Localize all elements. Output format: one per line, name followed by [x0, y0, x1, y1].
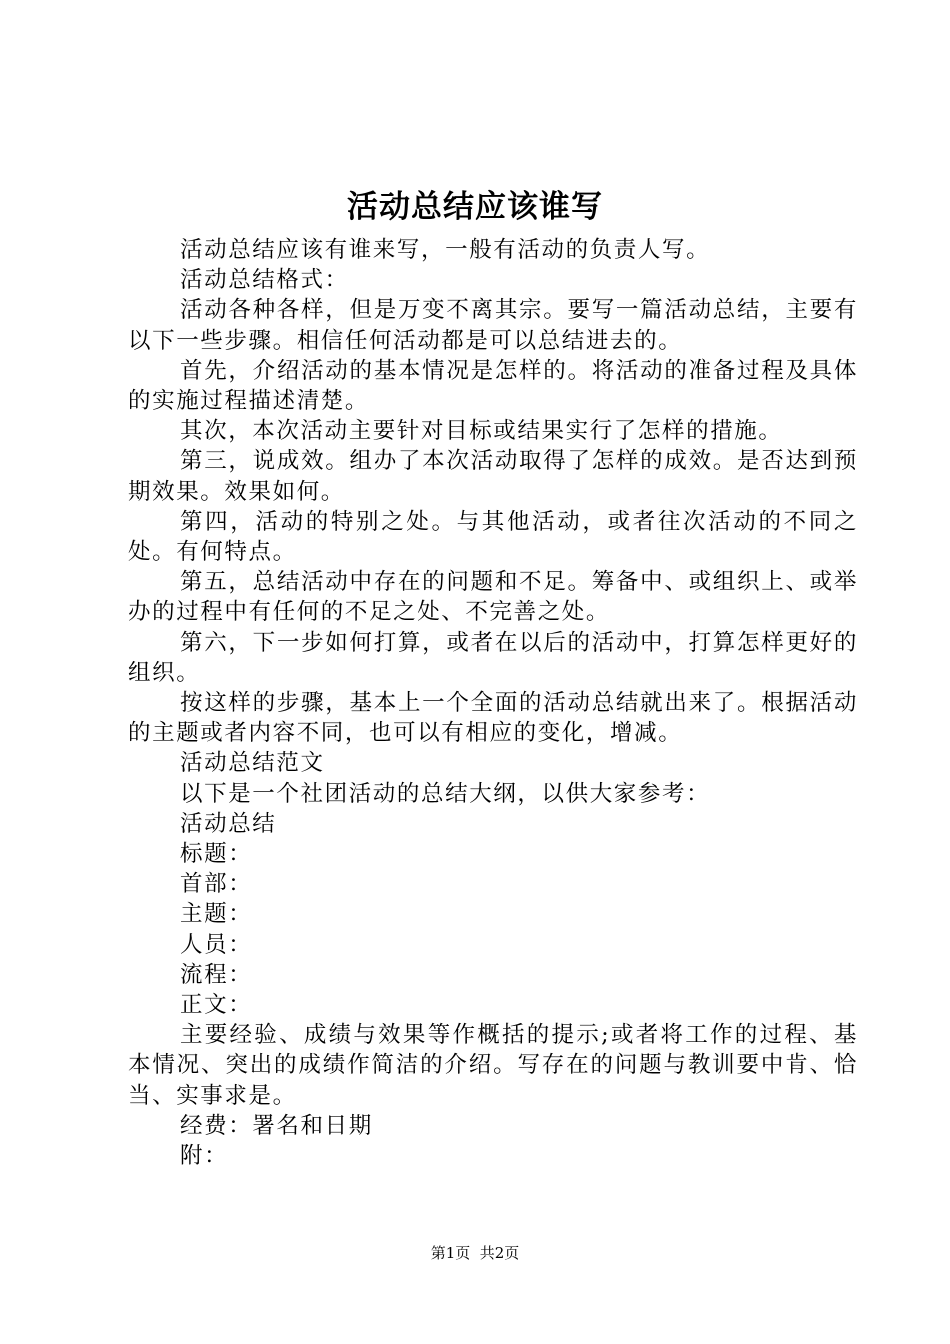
paragraph: 主题： — [180, 901, 253, 928]
paragraph: 标题： — [180, 841, 253, 868]
document-title: 活动总结应该谁写 — [347, 189, 603, 225]
page-number-footer: 第1页 共2页 — [430, 1244, 520, 1262]
document-body — [128, 235, 858, 1171]
paragraph: 活动总结应该有谁来写，一般有活动的负责人写。 — [180, 237, 711, 263]
paragraph: 流程： — [180, 961, 253, 988]
paragraph: 主要经验、成绩与效果等作概括的提示;或者将工作的过程、基本情况、突出的成绩作简洁的介绍。写存在的问题与教训要中肯、恰当、实事求是。 — [128, 1022, 858, 1109]
paragraph: 活动总结 — [180, 810, 277, 837]
paragraph: 按这样的步骤，基本上一个全面的活动总结就出来了。根据活动的主题或者内容不同，也可以有相应的变化，增减。 — [128, 690, 858, 747]
paragraph: 人员： — [180, 931, 253, 958]
paragraph: 第六，下一步如何打算，或者在以后的活动中，打算怎样更好的组织。 — [128, 629, 858, 686]
paragraph: 活动各种各样，但是万变不离其宗。要写一篇活动总结，主要有以下一些步骤。相信任何活动都是可以总结进去的。 — [128, 297, 858, 354]
paragraph: 正文： — [180, 992, 253, 1019]
paragraph: 第五，总结活动中存在的问题和不足。筹备中、或组织上、或举办的过程中有任何的不足之处、不完善之处。 — [128, 569, 858, 626]
paragraph: 经费：署名和日期 — [180, 1112, 373, 1139]
paragraph: 其次，本次活动主要针对目标或结果实行了怎样的措施。 — [180, 418, 783, 445]
paragraph: 首先，介绍活动的基本情况是怎样的。将活动的准备过程及具体的实施过程描述清楚。 — [128, 357, 858, 415]
paragraph: 第三，说成效。组办了本次活动取得了怎样的成效。是否达到预期效果。效果如何。 — [128, 448, 858, 505]
paragraph: 活动总结格式： — [180, 267, 349, 294]
paragraph: 第四，活动的特别之处。与其他活动，或者往次活动的不同之处。有何特点。 — [128, 508, 858, 566]
paragraph: 首部： — [180, 871, 253, 898]
paragraph: 活动总结范文 — [180, 750, 325, 777]
paragraph: 附： — [180, 1143, 229, 1170]
paragraph: 以下是一个社团活动的总结大纲，以供大家参考： — [180, 780, 711, 807]
